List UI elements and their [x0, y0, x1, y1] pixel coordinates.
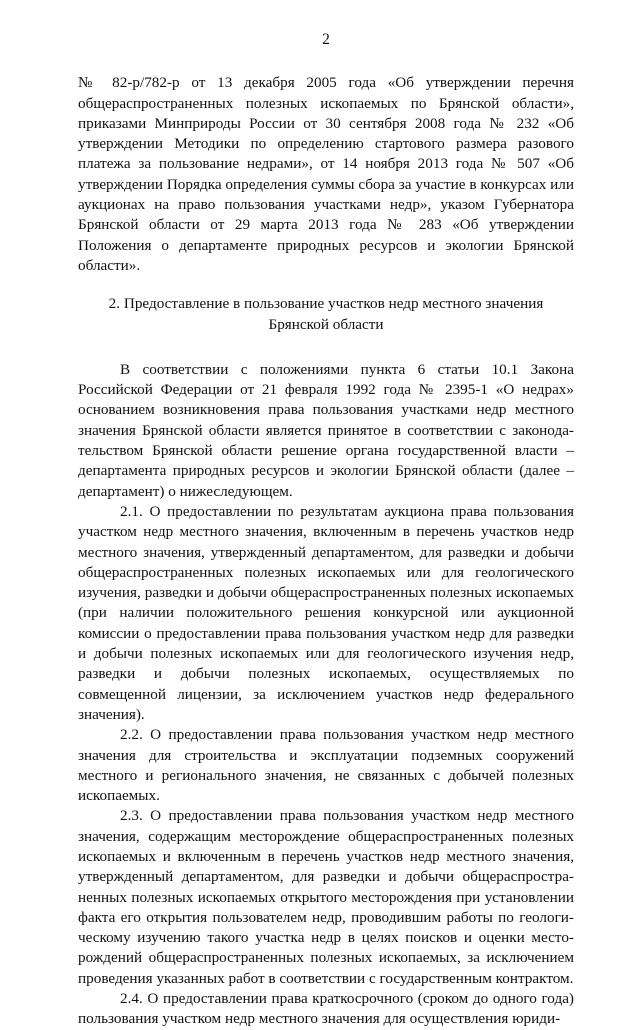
- item-2-4-paragraph: 2.4. О предоставлении права краткосрочного (сроком до одного года) пользования участком недр местного значения для осуществления юриди-: [78, 990, 574, 1028]
- section-title: [78, 294, 574, 335]
- item-2-3-paragraph: 2.3. О предоставлении права пользования участком недр местного значения, содержащим месторождение общераспространенных полезных ископаемых и включенным в перечень участков недр местного значения, утвержденный департаментом, для разведки и добычи общераспростра-ненных полезных ископаемых открытого месторождения при установлении факта его открытия пользователем недр, проводившим работы по геологи-ческому изучению такого участка недр в целях поисков и оценки место-рождений общераспространенных полезных ископаемых, за исключением проведения указанных работ в соответствии с государственным контрактом.: [78, 807, 574, 987]
- section-title-line-1: 2. Предоставление в пользование участков недр местного значения: [108, 295, 544, 313]
- item-2-2-paragraph: 2.2. О предоставлении права пользования участком недр местного значения для строительства и эксплуатации подземных сооружений местного и регионального значения, не связанных с добычей полезных ископаемых.: [78, 726, 574, 805]
- continuation-paragraph: № 82-р/782-р от 13 декабря 2005 года «Об утверждении перечня общераспространенных полезных ископаемых по Брянской области», приказами Минприроды России от 30 сентября 2008 года № 232 «Об утверждении Методики по определению стартового размера разового платежа за пользование недрами», от 14 ноября 2013 года № 507 «Об утверждении Порядка определения суммы сбора за участие в конкурсах или аукционах на право пользования участками недр», указом Губернатора Брянской области от 29 марта 2013 года № 283 «Об утверждении Положения о департаменте природных ресурсов и экологии Брянской области».: [78, 74, 574, 274]
- item-2-1-paragraph: 2.1. О предоставлении по результатам аукциона права пользования участком недр местного значения, включенным в перечень участков недр местного значения, утвержденный департаментом, для разведки и добычи общераспространенных полезных ископаемых или для геологического изучения, разведки и добычи общераспространенных полезных ископаемых (при наличии положительного решения конкурсной или аукционной комиссии о предоставлении права пользования участком недр для разведки и добычи полезных ископаемых или для геологического изучения недр, разведки и добычи полезных ископаемых, осуществляемых по совмещенной лицензии, за исключением участков недр федерального значения).: [78, 502, 574, 723]
- document-page: [78, 30, 574, 1030]
- page-number: 2: [322, 31, 330, 48]
- section-title-line-2: Брянской области: [268, 315, 384, 333]
- intro-paragraph: В соответствии с положениями пункта 6 статьи 10.1 Закона Российской Федерации от 21 февраля 1992 года № 2395-1 «О недрах» основанием возникновения права пользования участками недр местного значения Брянской области является принятое в соответствии с законода-тельством Брянской области решение органа государственной власти – департамента природных ресурсов и экологии Брянской области (далее – департамент) о нижеследующем.: [78, 360, 574, 500]
